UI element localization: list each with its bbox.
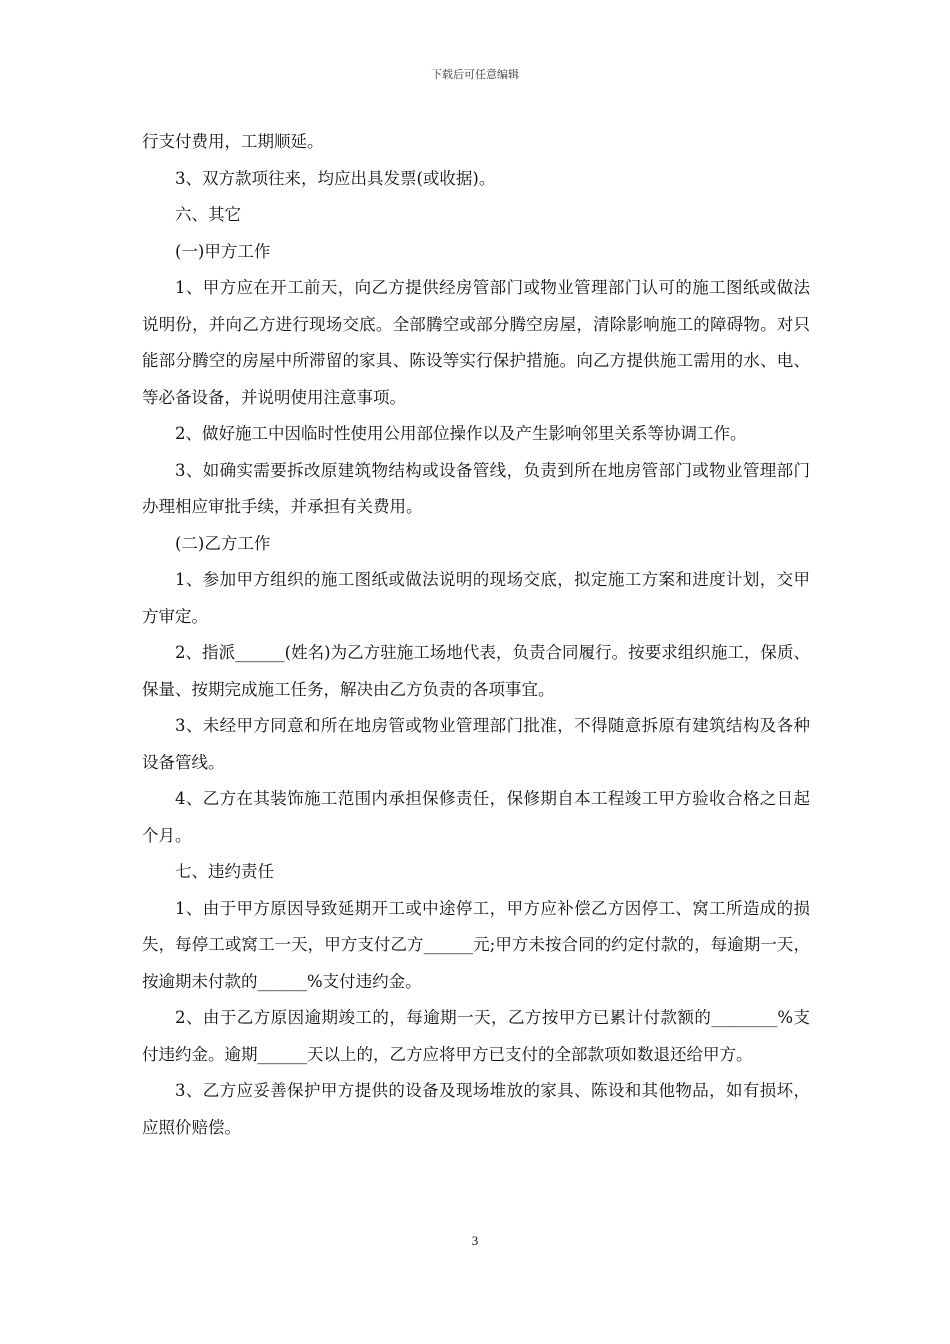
paragraph: 1、甲方应在开工前天，向乙方提供经房管部门或物业管理部门认可的施工图纸或做法说明份，并向乙方进行现场交底。全部腾空或部分腾空房屋，清除影响施工的障碍物。对只能部分腾空的房屋中所滞留的家具、陈设等实行保护措施。向乙方提供施工需用的水、电、等必备设备，并说明使用注意事项。 xyxy=(142,278,810,407)
paragraph: 2、指派______(姓名)为乙方驻施工场地代表，负责合同履行。按要求组织施工，保质、保量、按期完成施工任务，解决由乙方负责的各项事宜。 xyxy=(142,643,810,699)
paragraph: 1、参加甲方组织的施工图纸或做法说明的现场交底，拟定施工方案和进度计划，交甲方审定。 xyxy=(142,570,810,626)
paragraph: 六、其它 xyxy=(175,205,241,224)
page-header: 下载后可任意编辑 xyxy=(431,68,519,81)
paragraph: (二)乙方工作 xyxy=(175,533,271,553)
paragraph: 七、违约责任 xyxy=(175,862,274,881)
paragraph: 2、由于乙方原因逾期竣工的，每逾期一天，乙方按甲方已累计付款额的________%支付违约金。逾期______天以上的，乙方应将甲方已支付的全部款项如数退还给甲方。 xyxy=(142,1008,810,1064)
document-body xyxy=(142,124,810,1146)
paragraph: 3、乙方应妥善保护甲方提供的设备及现场堆放的家具、陈设和其他物品，如有损坏，应照价赔偿。 xyxy=(142,1081,810,1137)
paragraph: 2、做好施工中因临时性使用公用部位操作以及产生影响邻里关系等协调工作。 xyxy=(175,424,747,443)
paragraph: 3、如确实需要拆改原建筑物结构或设备管线，负责到所在地房管部门或物业管理部门办理相应审批手续，并承担有关费用。 xyxy=(142,460,810,516)
paragraph: 3、双方款项往来，均应出具发票(或收据)。 xyxy=(175,168,496,188)
page-number: 3 xyxy=(471,1233,479,1248)
paragraph: 4、乙方在其装饰施工范围内承担保修责任，保修期自本工程竣工甲方验收合格之日起个月。 xyxy=(142,789,810,845)
paragraph: 3、未经甲方同意和所在地房管或物业管理部门批准，不得随意拆原有建筑结构及各种设备管线。 xyxy=(142,716,810,772)
paragraph: 1、由于甲方原因导致延期开工或中途停工，甲方应补偿乙方因停工、窝工所造成的损失，每停工或窝工一天，甲方支付乙方______元;甲方未按合同的约定付款的，每逾期一天，按逾期未付款的______%支付违约金。 xyxy=(142,898,810,991)
paragraph: (一)甲方工作 xyxy=(175,241,271,261)
paragraph: 行支付费用，工期顺延。 xyxy=(142,132,324,151)
